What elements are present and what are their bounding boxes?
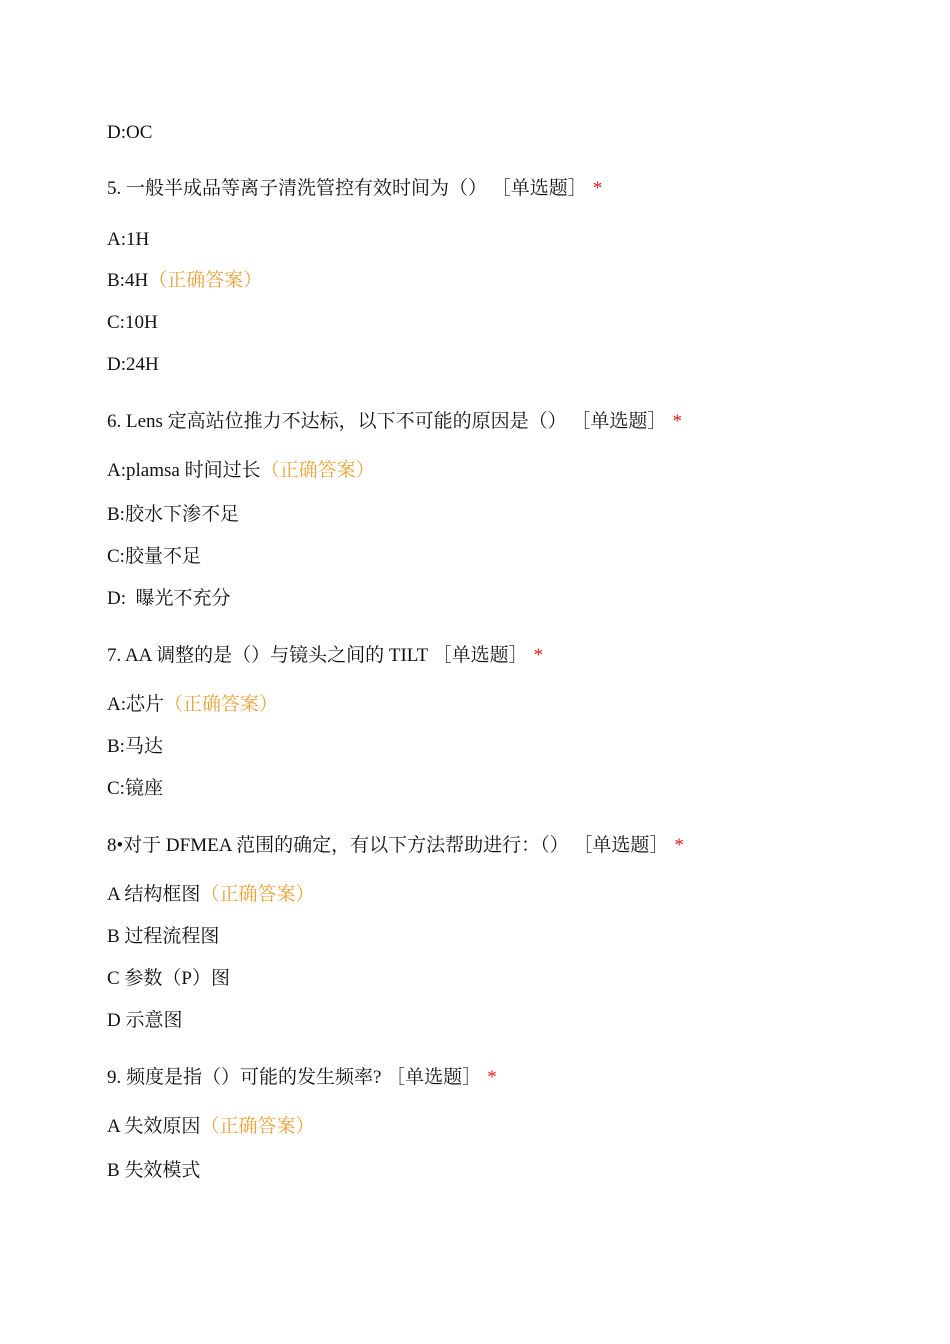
question-5-title: [107, 177, 602, 201]
correct-answer-tag: （正确答案）: [148, 270, 263, 291]
option-text: A:1H: [107, 229, 150, 250]
question-5-option-a: [107, 228, 149, 252]
question-6-option-b: [107, 503, 239, 527]
question-text: 5. 一般半成品等离子清洗管控有效时间为（） ［单选题］: [107, 178, 587, 199]
option-text: C:胶量不足: [107, 546, 201, 567]
required-marker: *: [487, 1067, 497, 1088]
question-5-option-b: [107, 269, 262, 293]
option-text: B:4H: [107, 270, 149, 291]
question-9-title: [107, 1066, 497, 1090]
option-text: B 过程流程图: [107, 926, 220, 947]
question-text: 8•对于 DFMEA 范围的确定，有以下方法帮助进行：（） ［单选题］: [107, 835, 669, 856]
question-6-option-a: [107, 459, 375, 483]
question-text: 6. Lens 定高站位推力不达标，以下不可能的原因是（） ［单选题］: [107, 411, 667, 432]
question-6-title: [107, 410, 682, 434]
option-text: B 失效模式: [107, 1160, 201, 1181]
question-5-option-c: [107, 311, 158, 335]
option-text: D:24H: [107, 354, 159, 375]
option-text: A 失效原因: [107, 1116, 201, 1137]
option-text: D 示意图: [107, 1010, 183, 1031]
question-6-option-c: [107, 545, 201, 569]
question-8-option-b: [107, 925, 219, 949]
correct-answer-tag: （正确答案）: [200, 1116, 315, 1137]
question-9-option-a: [107, 1115, 314, 1139]
option-d-fragment: [107, 121, 152, 145]
option-text: C:10H: [107, 312, 158, 333]
option-text: A 结构框图: [107, 884, 201, 905]
option-text: D:OC: [107, 122, 153, 143]
option-text: A:芯片: [107, 694, 165, 715]
required-marker: *: [592, 178, 603, 199]
option-text: B:马达: [107, 736, 163, 757]
question-8-title: [107, 834, 684, 858]
question-7-option-b: [107, 735, 163, 759]
question-7-option-a: [107, 693, 278, 717]
question-7-title: [107, 644, 543, 668]
question-text: 9. 频度是指（）可能的发生频率? ［单选题］: [107, 1067, 482, 1088]
correct-answer-tag: （正确答案）: [200, 884, 315, 905]
question-7-option-c: [107, 777, 163, 801]
question-6-option-d: [107, 587, 231, 611]
required-marker: *: [674, 835, 684, 856]
required-marker: *: [533, 645, 544, 666]
question-8-option-c: [107, 967, 230, 991]
question-9-option-b: [107, 1159, 200, 1183]
option-text: C 参数（P）图: [107, 968, 230, 989]
option-text: B:胶水下渗不足: [107, 504, 239, 525]
question-8-option-d: [107, 1009, 182, 1033]
option-text: A:plamsa 时间过长: [107, 460, 261, 481]
correct-answer-tag: （正确答案）: [164, 694, 279, 715]
correct-answer-tag: （正确答案）: [260, 460, 375, 481]
option-text: D: 曝光不充分: [107, 588, 231, 609]
question-5-option-d: [107, 353, 159, 377]
required-marker: *: [672, 411, 682, 432]
question-8-option-a: [107, 883, 314, 907]
option-text: C:镜座: [107, 778, 163, 799]
question-text: 7. AA 调整的是（）与镜头之间的 TILT ［单选题］: [107, 645, 528, 666]
